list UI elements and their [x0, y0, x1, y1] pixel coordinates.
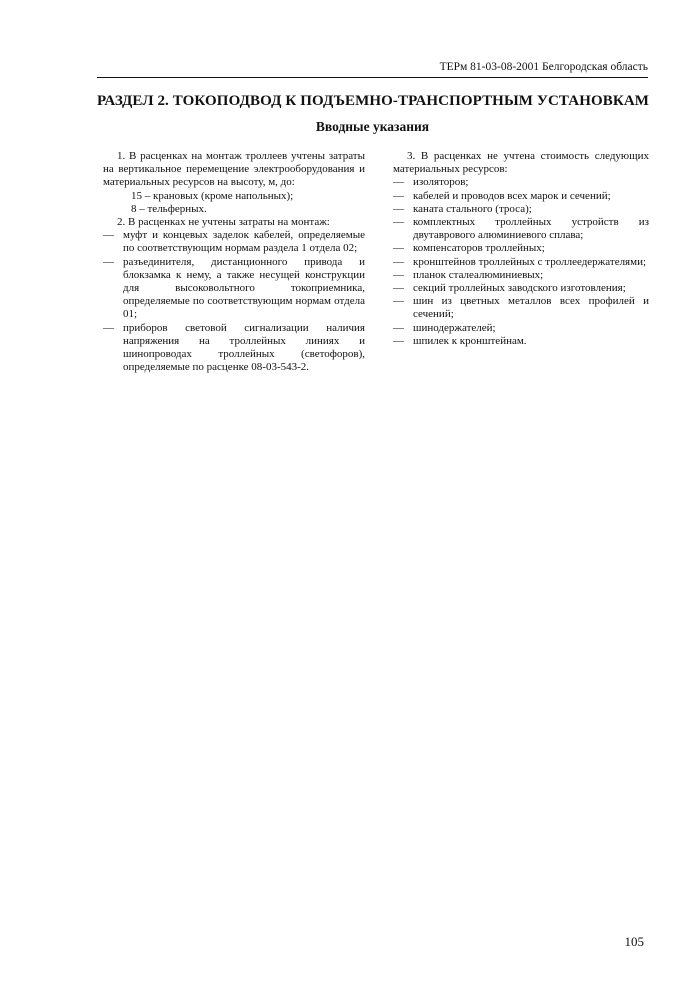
- list-item: [393, 282, 649, 295]
- list-item: [393, 256, 649, 269]
- dash-glyph: —: [393, 295, 404, 308]
- list-item: [103, 322, 365, 375]
- list-item-text: муфт и концевых заделок кабелей, определяемые по соответствующим нормам раздела 1 отдела 02;: [123, 229, 365, 255]
- dash-glyph: —: [393, 176, 404, 189]
- section-subtitle: Вводные указания: [315, 119, 430, 134]
- paragraph-2: 2. В расценках не учтены затраты на монтаж:: [117, 216, 330, 229]
- list-item: [393, 216, 649, 242]
- list-item-text: кабелей и проводов всех марок и сечений;: [413, 189, 611, 202]
- dash-glyph: —: [393, 334, 404, 347]
- dash-glyph: —: [393, 242, 404, 255]
- list-item-text: кронштейнов троллейных с троллеедержателями;: [413, 255, 647, 268]
- paragraph-1-sub-1-text: 15 – крановых (кроме напольных);: [131, 189, 294, 202]
- running-header: ТЕРм 81-03-08-2001 Белгородская область: [439, 61, 648, 73]
- left-column: [103, 150, 365, 374]
- list-item: [393, 203, 649, 216]
- list-item: [103, 229, 365, 255]
- list-item: [393, 176, 649, 189]
- list-item: [393, 190, 649, 203]
- right-column: [393, 150, 649, 348]
- list-item: [393, 335, 649, 348]
- list-item: [393, 322, 649, 335]
- list-item: [103, 256, 365, 322]
- list-item-text: шин из цветных металлов всех профилей и сечений;: [413, 295, 649, 321]
- list-item: [393, 269, 649, 282]
- paragraph-1-sub-2-text: 8 – тельферных.: [131, 202, 207, 215]
- dash-glyph: —: [393, 268, 404, 281]
- dash-glyph: —: [103, 229, 114, 242]
- list-item-text: изоляторов;: [413, 176, 469, 189]
- paragraph-1-sub-2: [103, 203, 365, 216]
- list-item-text: приборов световой сигнализации наличия напряжения на троллейных линиях и шинопроводах троллейных (светофоров), определяемые по расценке 08-03-543-2.: [123, 321, 365, 374]
- dash-glyph: —: [393, 282, 404, 295]
- header-rule: [97, 77, 648, 78]
- page-number: 105: [624, 934, 644, 949]
- list-item: [393, 295, 649, 321]
- list-item-text: каната стального (троса);: [413, 202, 532, 215]
- dash-glyph: —: [393, 202, 404, 215]
- dash-glyph: —: [393, 216, 404, 229]
- dash-glyph: —: [103, 255, 114, 268]
- list-item-text: разъединителя, дистанционного привода и блокзамка к нему, а также несущей конструкции для высоковольтного токоприемника, определяемые по соответствующим нормам отдела 01;: [123, 255, 365, 321]
- dash-glyph: —: [393, 321, 404, 334]
- list-item: [393, 242, 649, 255]
- dash-glyph: —: [103, 321, 114, 334]
- paragraph-3: 3. В расценках не учтена стоимость следующих материальных ресурсов:: [393, 150, 649, 176]
- list-item-text: секций троллейных заводского изготовления;: [413, 282, 626, 295]
- list-item-text: планок сталеалюминиевых;: [413, 268, 544, 281]
- list-item-text: шпилек к кронштейнам.: [413, 334, 527, 347]
- dash-glyph: —: [393, 255, 404, 268]
- list-item-text: шинодержателей;: [413, 321, 496, 334]
- paragraph-1-sub-1: [103, 190, 365, 203]
- section-title: РАЗДЕЛ 2. ТОКОПОДВОД К ПОДЪЕМНО-ТРАНСПОРТНЫМ УСТАНОВКАМ: [97, 93, 650, 109]
- list-item-text: комплектных троллейных устройств из двутаврового алюминиевого сплава;: [413, 216, 649, 242]
- paragraph-1: 1. В расценках на монтаж троллеев учтены затраты на вертикальное перемещение электрооборудования и материальных ресурсов на высоту, м, до:: [103, 150, 365, 189]
- list-item-text: компенсаторов троллейных;: [413, 242, 545, 255]
- dash-glyph: —: [393, 189, 404, 202]
